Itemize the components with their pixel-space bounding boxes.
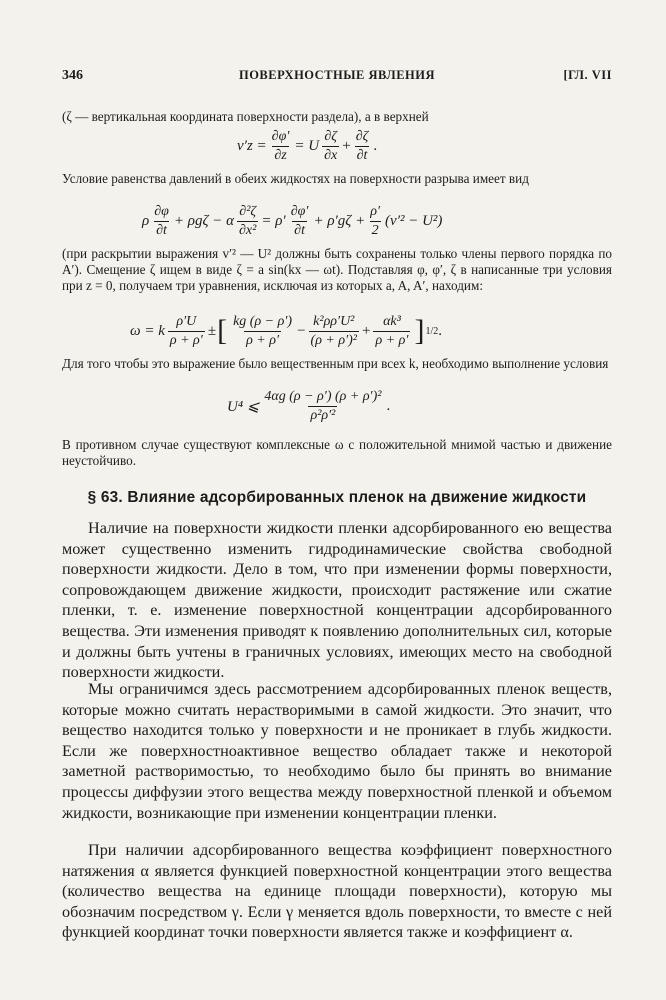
eq1-lhs: v′z =	[237, 137, 267, 154]
paragraph-unstable: В противном случае существуют комплексные ω с положительной мнимой частью и движение неустойчиво.	[62, 437, 612, 468]
eq3-end: .	[438, 322, 442, 339]
section-title: § 63. Влияние адсорбированных пленок на движение жидкости	[87, 489, 587, 506]
eq2-frac3	[289, 203, 311, 240]
eq3-f2-den: ρ + ρ′	[246, 332, 280, 348]
eq3-power: 1/2	[425, 325, 439, 337]
running-header	[62, 68, 612, 88]
eq1-f2-num: ∂ζ	[324, 128, 337, 144]
chapter-label: [ГЛ. VII	[563, 68, 612, 82]
body-paragraph-3: При наличии адсорбированного вещества коэффициент поверхностного натяжения α является функцией поверхностной концентрации этого вещества (количество вещества на единице площади поверхности), которую мы обозначим посредством γ. Если γ меняется вдоль поверхности, то вместе с ней функцией координат точки поверхности является также и коэффициент α.	[62, 841, 612, 942]
eq3-f2-num: kg (ρ − ρ′)	[233, 313, 293, 329]
equation-velocity	[62, 124, 612, 168]
eq2-f1-den: ∂t	[156, 222, 167, 238]
eq1-frac2	[322, 128, 339, 165]
eq3-f4-den: ρ + ρ′	[375, 332, 409, 348]
eq2-frac2	[237, 203, 258, 240]
eq3-minus: −	[297, 322, 306, 339]
equation-pressure	[62, 199, 612, 243]
eq2-f2-den: ∂x²	[239, 222, 257, 238]
eq1-frac3	[354, 128, 371, 165]
eq2-t3: = ρ′	[261, 212, 286, 229]
eq1-mid: = U	[294, 137, 320, 154]
eq4-frac	[262, 388, 383, 425]
eq2-frac1	[152, 203, 171, 240]
eq3-pm: ±	[207, 322, 217, 339]
eq3-right-bracket: ]	[414, 314, 425, 347]
eq4-den: ρ²ρ′²	[310, 407, 336, 423]
eq3-f4-num: αk³	[383, 313, 401, 329]
equation-frequency	[62, 309, 612, 353]
eq2-t2: + ρgζ − α	[173, 212, 235, 229]
eq2-t1: ρ	[142, 212, 150, 229]
body-paragraph-2: Мы ограничимся здесь рассмотрением адсорбированных пленок веществ, которые можно считать нерастворимыми в самой жидкости. Это значит, что вещество находится только у поверхности и не проникает в глубь жидкости. Если же поверхностноактивное вещество обладает также и некоторой заметной растворимостью, то необходимо было бы принять во внимание процессы диффузии этого вещества между поверхностной пленкой и объемом жидкости, возникающие при изменении концентрации пленки.	[62, 680, 612, 822]
eq3-f3-den: (ρ + ρ′)²	[310, 332, 358, 348]
eq1-frac1	[270, 128, 292, 165]
body-paragraph-1: Наличие на поверхности жидкости пленки адсорбированного ею вещества может существенно изменить гидродинамические свойства свободной поверхности жидкости. Дело в том, что при изменении формы поверхности, сопровождающем движение жидкости, происходит растяжение или сжатие пленки, т. е. изменение поверхностной концентрации адсорбированного вещества. Эти изменения приводят к появлению дополнительных сил, которые и должны быть учтены в граничных условиях, имеющих место на свободной поверхности жидкости.	[62, 519, 612, 682]
eq3-lhs: ω = k	[130, 322, 165, 339]
eq1-f1-num: ∂φ′	[271, 128, 290, 144]
eq4-end: .	[386, 397, 391, 414]
eq3-plus: +	[362, 322, 371, 339]
intro-line: (ζ — вертикальная координата поверхности раздела), а в верхней	[62, 109, 429, 124]
eq2-f3-num: ∂φ′	[290, 203, 309, 219]
eq3-f3-num: k²ρρ′U²	[313, 313, 355, 329]
eq1-f3-num: ∂ζ	[355, 128, 369, 144]
eq2-frac4	[368, 203, 382, 240]
paragraph-pressure: Условие равенства давлений в обеих жидкостях на поверхности разрыва имеет вид	[62, 171, 529, 186]
eq1-plus: +	[342, 137, 351, 154]
page-number: 346	[62, 68, 83, 83]
running-title: ПОВЕРХНОСТНЫЕ ЯВЛЕНИЯ	[238, 68, 436, 82]
paragraph-expansion: (при раскрытии выражения v′² — U² должны быть сохранены только члены первого порядка по A′). Смещение ζ ищем в виде ζ = a sin(kx — ωt). Подставляя φ, φ′, ζ в написанные три условия при z = 0, получаем три уравнения, исключая из которых a, A, A′, находим:	[62, 246, 612, 293]
eq3-frac4	[373, 313, 410, 350]
eq3-f1-num: ρ′U	[176, 313, 197, 329]
eq2-f4-num: ρ′	[370, 203, 381, 219]
eq2-f3-den: ∂t	[294, 222, 305, 238]
eq1-f3-den: ∂t	[356, 147, 368, 163]
eq3-frac3	[309, 313, 359, 350]
eq4-lhs: U⁴ ⩽	[227, 398, 260, 415]
eq2-f4-den: 2	[371, 222, 379, 238]
eq3-frac2	[231, 313, 294, 350]
eq2-t5: (v′² − U²)	[385, 212, 443, 229]
eq1-end: .	[373, 137, 378, 154]
equation-stability	[62, 384, 612, 428]
eq1-f1-den: ∂z	[274, 147, 287, 163]
eq3-left-bracket: [	[217, 314, 228, 347]
eq3-f1-den: ρ + ρ′	[169, 332, 203, 348]
eq2-f2-num: ∂²ζ	[239, 203, 257, 219]
eq4-num: 4αg (ρ − ρ′) (ρ + ρ′)²	[264, 388, 382, 404]
paragraph-real-condition: Для того чтобы это выражение было вещественным при всех k, необходимо выполнение условия	[62, 356, 609, 371]
eq2-f1-num: ∂φ	[154, 203, 169, 219]
eq3-frac1	[168, 313, 205, 350]
eq1-f2-den: ∂x	[324, 147, 338, 163]
eq2-t4: + ρ′gζ +	[313, 212, 366, 229]
